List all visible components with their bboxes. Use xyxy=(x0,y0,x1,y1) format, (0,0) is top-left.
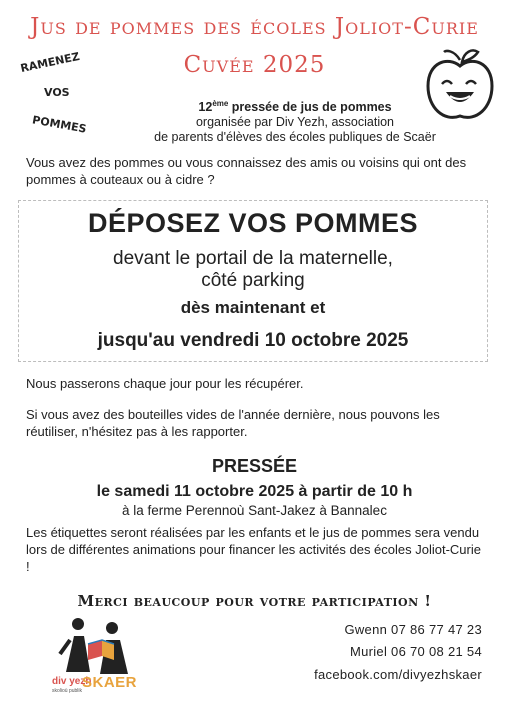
deposit-heading: DÉPOSEZ VOS POMMES xyxy=(87,208,419,238)
deposit-line1: devant le portail de la maternelle, xyxy=(113,248,393,269)
facebook-link[interactable]: facebook.com/divyezhskaer xyxy=(314,667,482,682)
deposit-line2: côté parking xyxy=(201,270,305,291)
logo-text-small: div yezh xyxy=(52,676,92,687)
intro-line1 xyxy=(120,96,470,115)
pickup-text: Nous passerons chaque jour pour les récupérer. xyxy=(26,376,304,391)
thanks-text: Merci beaucoup pour votre participation ! xyxy=(77,592,432,610)
pressing-heading: PRESSÉE xyxy=(211,456,298,476)
intro-block xyxy=(120,96,470,145)
logo-text-big: SKAER xyxy=(82,674,138,691)
contact-muriel: Muriel 06 70 08 21 54 xyxy=(349,644,482,659)
intro-line2: organisée par Div Yezh, association xyxy=(195,115,395,130)
contact-gwenn: Gwenn 07 86 77 47 23 xyxy=(344,622,482,637)
intro-line1-rest: pressée de jus de pommes xyxy=(228,100,392,115)
deposit-start: dès maintenant et xyxy=(180,298,326,317)
intro-superscript: ème xyxy=(212,99,229,108)
intro-line3: de parents d'élèves des écoles publiques de Scaër xyxy=(154,130,436,145)
page-subtitle: Cuvée 2025 xyxy=(183,52,326,78)
side-word-ramenez: RAMENEZ xyxy=(19,49,81,76)
deposit-location xyxy=(18,248,488,292)
labels-text: Les étiquettes seront réalisées par les enfants et le jus de pommes sera vendu lors de différentes animations pour financer les activités des écoles Joliot-Curie ! xyxy=(26,525,481,574)
page-title: Jus de pommes des écoles Joliot-Curie xyxy=(30,14,479,40)
bottles-text: Si vous avez des bouteilles vides de l'année dernière, nous pouvons les réutiliser, n'hésitez pas à les rapporter. xyxy=(26,407,440,439)
side-word-vos: VOS xyxy=(44,86,70,99)
intro-number: 12 xyxy=(198,100,213,115)
question-text: Vous avez des pommes ou vous connaissez des amis ou voisins qui ont des pommes à couteaux ou à cidre ? xyxy=(26,155,467,187)
side-word-pommes: POMMES xyxy=(31,113,88,136)
deposit-deadline: jusqu'au vendredi 10 octobre 2025 xyxy=(97,330,409,351)
pressing-date: le samedi 11 octobre 2025 à partir de 10 h xyxy=(96,483,413,500)
logo-text-tiny: skolioù publik xyxy=(52,688,83,694)
pressing-place: à la ferme Perennoù Sant-Jakez à Bannalec xyxy=(122,503,387,518)
